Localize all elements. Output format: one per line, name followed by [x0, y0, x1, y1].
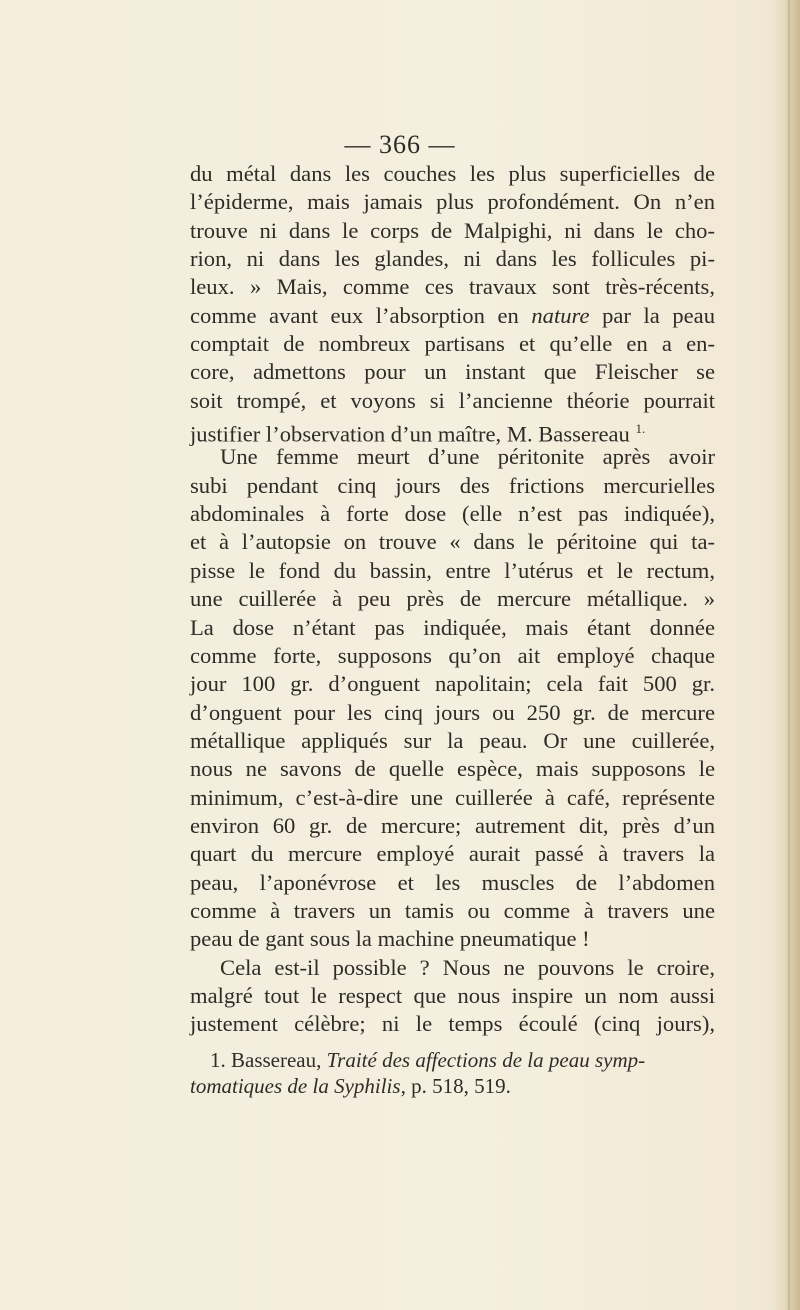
footnote-line — [190, 1073, 715, 1099]
text-line: jour 100 gr. d’onguent napolitain; cela fait 500 gr. — [190, 671, 715, 697]
text-line: peau, l’aponévrose et les muscles de l’abdomen — [190, 869, 715, 895]
text-line: comme forte, supposons qu’on ait employé chaque — [190, 642, 715, 668]
text-line: l’épiderme, mais jamais plus profondément. On n’en — [190, 189, 715, 215]
page-number-header: — 366 — — [344, 130, 456, 159]
page-edge-shadow — [774, 0, 800, 1310]
footnote-pages: p. 518, 519. — [411, 1074, 511, 1098]
text-line: minimum, c’est-à-dire une cuillerée à café, représente — [190, 784, 715, 810]
footnote-line — [190, 1047, 715, 1073]
text-line: justement célèbre; ni le temps écoulé (cinq jours), — [190, 1011, 715, 1037]
text-line: du métal dans les couches les plus superficielles de — [190, 161, 715, 186]
text-line: core, admettons pour un instant que Fleischer se — [190, 359, 715, 385]
text-line-with-footnote-mark — [190, 415, 715, 447]
text-line: subi pendant cinq jours des frictions mercurielles — [190, 472, 715, 498]
footnote-title: Traité des affections de la peau symp- — [326, 1048, 646, 1072]
footnote-block — [190, 1047, 715, 1099]
footnote-title-cont: tomatiques de la Syphilis, — [190, 1074, 406, 1098]
text-line: Une femme meurt d’une péritonite après avoir — [220, 444, 715, 470]
footnote-number: 1. — [210, 1048, 226, 1072]
text-line: comptait de nombreux partisans et qu’elle en a en- — [190, 331, 715, 357]
text-line: nous ne savons de quelle espèce, mais supposons le — [190, 756, 715, 782]
text-segment: comme avant eux l’absorption en — [190, 302, 519, 328]
text-line: quart du mercure employé aurait passé à travers la — [190, 841, 715, 867]
text-line: peau de gant sous la machine pneumatique ! — [190, 926, 590, 952]
text-segment: par la peau — [602, 302, 715, 328]
text-line: La dose n’étant pas indiquée, mais étant donnée — [190, 614, 715, 640]
text-segment: justifier l’observation d’un maître, M. Bassereau — [190, 421, 630, 447]
body-text — [190, 160, 715, 1039]
text-line: environ 60 gr. de mercure; autrement dit, près d’un — [190, 812, 715, 838]
italic-word: nature — [531, 302, 590, 328]
text-line: trouve ni dans le corps de Malpighi, ni dans le cho- — [190, 217, 715, 243]
text-line: pisse le fond du bassin, entre l’utérus et le rectum, — [190, 557, 715, 583]
footnote-author: Bassereau, — [231, 1048, 322, 1072]
text-line: et à l’autopsie on trouve « dans le péritoine qui ta- — [190, 529, 715, 555]
text-line: Cela est-il possible ? Nous ne pouvons le croire, — [220, 954, 715, 980]
text-line: soit trompé, et voyons si l’ancienne théorie pourrait — [190, 387, 715, 413]
footnote-reference-mark: 1. — [635, 421, 646, 437]
text-line-with-italic — [190, 302, 715, 330]
text-line: abdominales à forte dose (elle n’est pas indiquée), — [190, 501, 715, 527]
text-line: d’onguent pour les cinq jours ou 250 gr. de mercure — [190, 699, 715, 725]
text-line: leux. » Mais, comme ces travaux sont très-récents, — [190, 274, 715, 300]
page-edge-line — [788, 0, 790, 1310]
text-line: malgré tout le respect que nous inspire un nom aussi — [190, 982, 715, 1008]
text-line: comme à travers un tamis ou comme à travers une — [190, 897, 715, 923]
text-line: une cuillerée à peu près de mercure métallique. » — [190, 586, 715, 612]
text-line: rion, ni dans les glandes, ni dans les follicules pi- — [190, 246, 715, 272]
text-line: métallique appliqués sur la peau. Or une cuillerée, — [190, 727, 715, 753]
